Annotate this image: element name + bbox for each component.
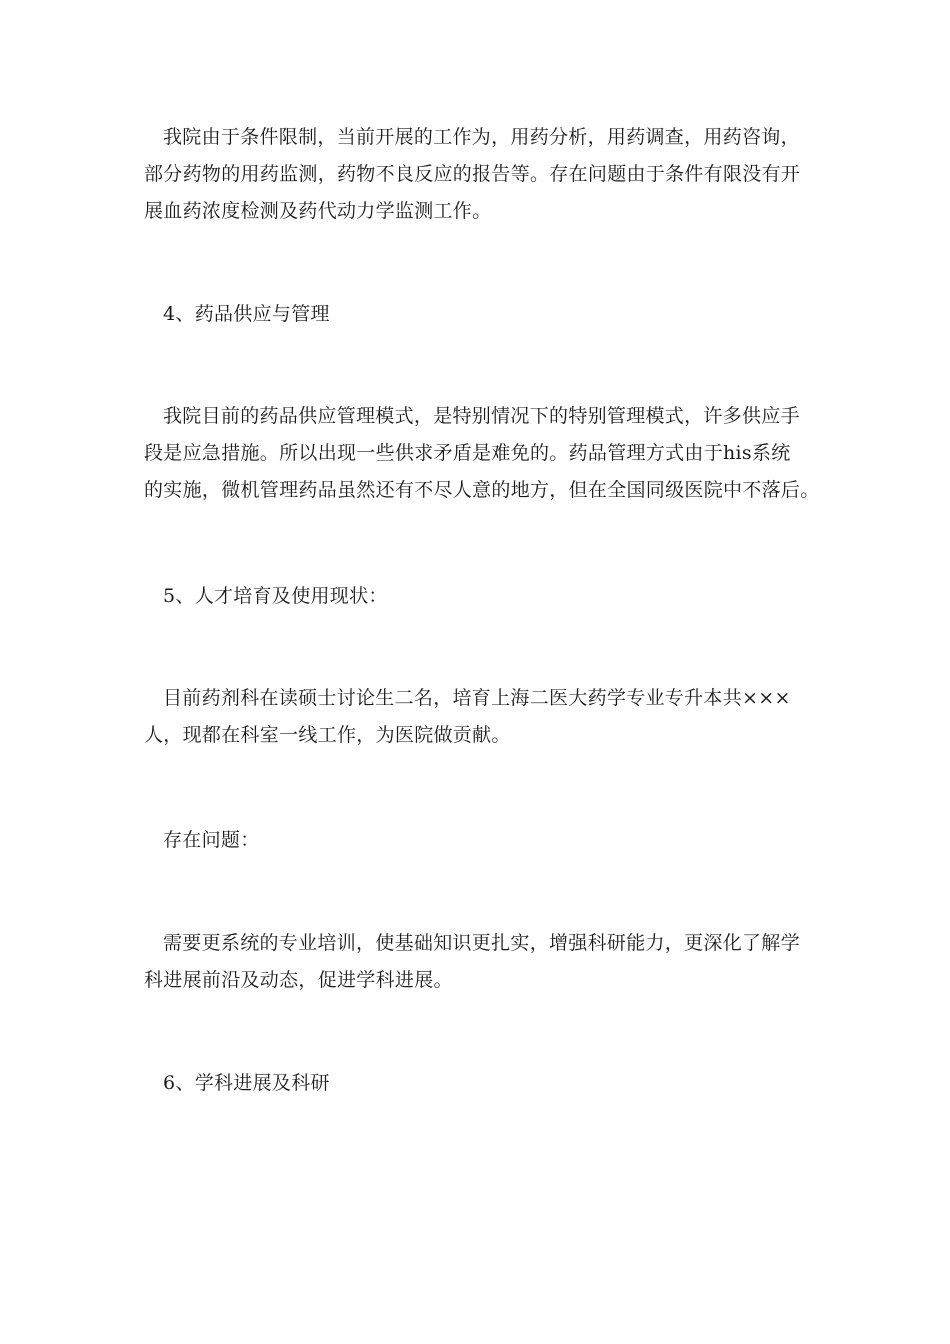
- heading-text: 6、学科进展及科研: [163, 1072, 330, 1094]
- paragraph-line: 部分药物的用药监测，药物不良反应的报告等。存在问题由于条件有限没有开: [144, 163, 801, 185]
- paragraph-line: 我院目前的药品供应管理模式，是特别情况下的特别管理模式，许多供应手: [163, 405, 800, 427]
- heading-text: 5、人才培育及使用现状：: [163, 585, 388, 607]
- heading-talent-training: [144, 578, 806, 615]
- heading-discipline-research: [144, 1065, 806, 1102]
- paragraph-line: 段是应急措施。所以出现一些供求矛盾是难免的。药品管理方式由于his系统: [144, 442, 791, 464]
- paragraph-prescription-work: [144, 119, 806, 230]
- paragraph-line: 存在问题：: [163, 829, 260, 851]
- paragraph-talent-training: [144, 680, 806, 754]
- paragraph-line: 的实施，微机管理药品虽然还有不尽人意的地方，但在全国同级医院中不落后。: [144, 479, 820, 501]
- paragraph-line: 展血药浓度检测及药代动力学监测工作。: [144, 200, 492, 222]
- paragraph-training-needs: [144, 925, 806, 999]
- heading-drug-supply: [144, 296, 806, 333]
- paragraph-line: 我院由于条件限制，当前开展的工作为，用药分析，用药调查，用药咨询，: [163, 126, 800, 148]
- paragraph-existing-problems: [144, 822, 806, 859]
- heading-text: 4、药品供应与管理: [163, 303, 330, 325]
- paragraph-line: 需要更系统的专业培训，使基础知识更扎实，增强科研能力，更深化了解学: [163, 932, 800, 954]
- paragraph-line: 科进展前沿及动态，促进学科进展。: [144, 969, 453, 991]
- paragraph-drug-supply: [144, 398, 820, 509]
- paragraph-line: 目前药剂科在读硕士讨论生二名，培育上海二医大药学专业专升本共×××: [163, 687, 791, 709]
- paragraph-line: 人，现都在科室一线工作，为医院做贡献。: [144, 724, 511, 746]
